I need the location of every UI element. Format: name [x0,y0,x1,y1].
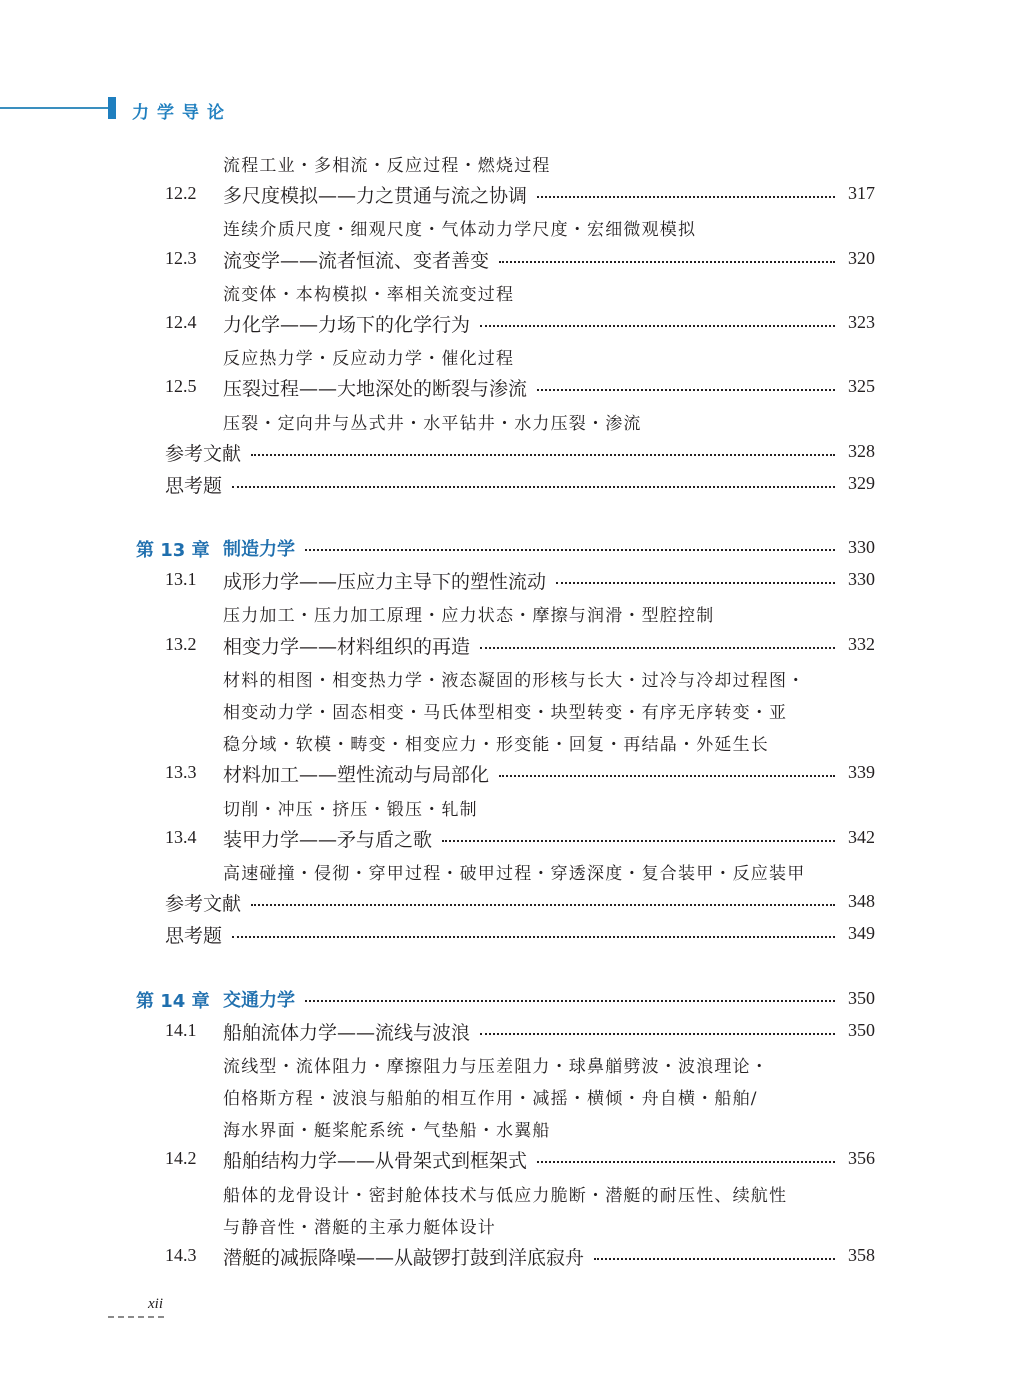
page-ref: 350 [848,987,875,1008]
section-number: 14.3 [165,1245,197,1265]
topic-keywords: 稳分域・软模・畴变・相变应力・形变能・回复・再结晶・外延生长 [223,735,769,756]
chapter-leader [223,986,875,1012]
page-ref: 356 [848,1148,875,1169]
section-number: 14.2 [165,1148,197,1169]
toc-description-line [0,662,1013,694]
section-title[interactable]: 装甲力学——矛与盾之歌 [223,828,433,851]
toc-description-line [0,1080,1013,1112]
section-leader [223,567,875,594]
topic-keywords: 材料的相图・相变热力学・液态凝固的形核与长大・过冷与冷却过程图・ [223,670,806,691]
section-title[interactable]: 压裂过程——大地深处的断裂与渗流 [223,378,528,401]
chapter-label: 第 14 章 [136,990,210,1012]
section-leader [223,310,875,337]
dot-leader [305,1000,835,1002]
page-ref: 330 [848,537,875,558]
misc-title[interactable]: 参考文献 [165,442,242,465]
toc-description-line [0,1112,1013,1144]
toc-description-line [0,211,1013,243]
page-ref: 350 [848,1019,875,1040]
section-title[interactable]: 流变学——流者恒流、变者善变 [223,249,490,272]
header-accent-bar [108,97,116,119]
toc-misc-entry [0,469,1013,501]
toc-description-line [0,791,1013,823]
topic-keywords: 连续介质尺度・细观尺度・气体动力学尺度・宏细微观模拟 [223,220,697,241]
dot-leader [537,196,835,198]
section-leader [223,1018,875,1045]
section-title[interactable]: 船舶流体力学——流线与波浪 [223,1021,471,1044]
dot-leader [537,389,835,391]
topic-keywords: 流程工业・多相流・反应过程・燃烧过程 [223,156,551,176]
section-title[interactable]: 材料加工——塑性流动与局部化 [223,764,490,787]
page-ref: 329 [848,472,875,493]
toc-section-entry [0,758,1013,790]
toc-description-line [0,1048,1013,1080]
topic-keywords: 高速碰撞・侵彻・穿甲过程・破甲过程・穿透深度・复合装甲・反应装甲 [223,863,806,884]
chapter-label: 第 13 章 [136,540,210,562]
page-ref: 358 [848,1245,875,1265]
misc-leader [165,471,875,498]
dot-leader [480,647,835,649]
toc-section-entry [0,1144,1013,1176]
chapter-title[interactable]: 制造力学 [223,539,295,561]
section-title[interactable]: 船舶结构力学——从骨架式到框架式 [223,1150,528,1173]
dot-leader [251,454,835,456]
section-number: 12.3 [165,247,197,268]
running-header-title: 力学导论 [132,103,232,123]
section-number: 13.2 [165,633,197,654]
toc-chapter-entry [0,533,1013,565]
section-leader [223,1243,875,1270]
topic-keywords: 压力加工・压力加工原理・应力状态・摩擦与润滑・型腔控制 [223,606,715,627]
section-leader [223,181,875,208]
misc-title[interactable]: 思考题 [165,925,223,948]
misc-leader [165,439,875,466]
page-ref: 320 [848,247,875,268]
chapter-gap [0,501,1013,533]
section-title[interactable]: 力化学——力场下的化学行为 [223,313,471,336]
section-title[interactable]: 多尺度模拟——力之贯通与流之协调 [223,185,528,208]
section-number: 14.1 [165,1019,197,1040]
table-of-contents [0,147,1013,1273]
misc-title[interactable]: 参考文献 [165,893,242,916]
topic-keywords: 反应热力学・反应动力学・催化过程 [223,349,515,370]
toc-section-entry [0,179,1013,211]
toc-description-line [0,1209,1013,1241]
dot-leader [499,261,835,263]
footer-dash-rule [108,1316,164,1318]
dot-leader [232,936,835,938]
toc-description-line [0,276,1013,308]
section-leader [223,632,875,659]
dot-leader [480,1033,835,1035]
toc-section-entry [0,565,1013,597]
section-number: 13.3 [165,762,197,783]
topic-keywords: 切削・冲压・挤压・锻压・轧制 [223,799,478,820]
dot-leader [442,840,835,842]
section-number: 13.1 [165,569,197,590]
toc-misc-entry [0,919,1013,951]
page-number: xii [148,1296,163,1312]
toc-description-line [0,694,1013,726]
dot-leader [499,775,835,777]
toc-description-line [0,726,1013,758]
section-number: 12.5 [165,376,197,397]
dot-leader [594,1258,835,1260]
dot-leader [556,582,835,584]
section-title[interactable]: 相变力学——材料组织的再造 [223,635,471,658]
section-number: 13.4 [165,826,197,847]
chapter-title[interactable]: 交通力学 [223,989,295,1011]
dot-leader [251,904,835,906]
header-rule [0,107,112,109]
page-ref: 323 [848,311,875,332]
topic-keywords: 压裂・定向井与丛式井・水平钻井・水力压裂・渗流 [223,413,642,434]
section-number: 12.4 [165,311,197,332]
toc-section-entry [0,1016,1013,1048]
toc-section-entry [0,308,1013,340]
section-leader [223,246,875,273]
section-title[interactable]: 成形力学——压应力主导下的塑性流动 [223,571,547,594]
toc-section-entry [0,372,1013,404]
topic-keywords: 船体的龙骨设计・密封舱体技术与低应力脆断・潜艇的耐压性、续航性 [223,1185,788,1206]
toc-section-entry [0,1241,1013,1273]
toc-description-line [0,1177,1013,1209]
section-leader [223,760,875,787]
misc-leader [165,889,875,916]
toc-misc-entry [0,437,1013,469]
toc-section-entry [0,244,1013,276]
chapter-leader [223,535,875,561]
dot-leader [537,1161,835,1163]
page-ref: 328 [848,440,875,461]
section-title[interactable]: 潜艇的减振降噪——从敲锣打鼓到洋底寂舟 [223,1247,585,1269]
page-ref: 342 [848,826,875,847]
misc-leader [165,921,875,948]
topic-keywords: 相变动力学・固态相变・马氏体型相变・块型转变・有序无序转变・亚 [223,703,788,723]
dot-leader [480,325,835,327]
page-ref: 332 [848,633,875,654]
page-ref: 349 [848,923,875,944]
section-number: 12.2 [165,183,197,204]
section-leader [223,1146,875,1173]
page-ref: 317 [848,183,875,204]
topic-keywords: 流变体・本构模拟・率相关流变过程 [223,284,515,305]
topic-keywords: 流线型・流体阻力・摩擦阻力与压差阻力・球鼻艏劈波・波浪理论・ [223,1056,769,1077]
page-ref: 339 [848,762,875,783]
toc-section-entry [0,823,1013,855]
toc-description-line [0,340,1013,372]
topic-keywords: 海水界面・艇桨舵系统・气垫船・水翼船 [223,1121,551,1142]
toc-section-entry [0,630,1013,662]
dot-leader [232,486,835,488]
page-ref: 330 [848,569,875,590]
misc-title[interactable]: 思考题 [165,474,223,497]
dot-leader [305,549,835,551]
topic-keywords: 与静音性・潜艇的主承力艇体设计 [223,1217,496,1238]
section-leader [223,374,875,401]
toc-description-line [0,147,1013,179]
toc-chapter-entry [0,984,1013,1016]
section-leader [223,825,875,852]
chapter-gap [0,952,1013,984]
page-ref: 348 [848,891,875,912]
toc-description-line [0,597,1013,629]
toc-description-line [0,855,1013,887]
toc-description-line [0,405,1013,437]
topic-keywords: 伯格斯方程・波浪与船舶的相互作用・减摇・横倾・舟自横・船舶/ [223,1089,758,1110]
toc-misc-entry [0,887,1013,919]
page-ref: 325 [848,376,875,397]
